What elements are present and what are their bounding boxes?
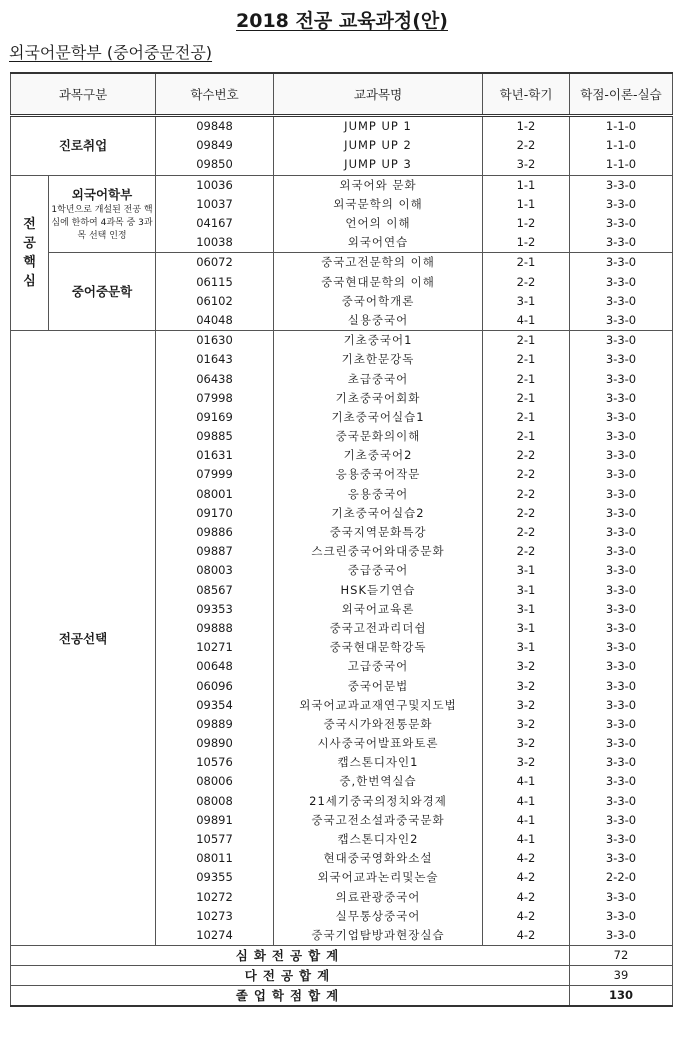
course-credit: 3-3-0 <box>570 811 673 830</box>
course-year: 3-2 <box>483 657 570 676</box>
course-name: 외국어교육론 <box>274 600 483 619</box>
course-name: 외국어연습 <box>274 233 483 253</box>
course-code: 10576 <box>156 753 274 772</box>
course-name: 외국어와 문화 <box>274 175 483 195</box>
course-year: 2-1 <box>483 369 570 388</box>
course-credit: 3-3-0 <box>570 292 673 311</box>
course-credit: 3-3-0 <box>570 772 673 791</box>
total-value: 39 <box>570 966 673 986</box>
course-code: 10037 <box>156 195 274 214</box>
header-credits: 학점-이론-실습 <box>570 73 673 116</box>
course-code: 00648 <box>156 657 274 676</box>
course-year: 2-2 <box>483 504 570 523</box>
course-year: 4-1 <box>483 830 570 849</box>
course-code: 06115 <box>156 273 274 292</box>
course-code: 08567 <box>156 581 274 600</box>
course-credit: 3-3-0 <box>570 619 673 638</box>
course-year: 1-1 <box>483 175 570 195</box>
course-credit: 3-3-0 <box>570 888 673 907</box>
course-year: 2-2 <box>483 136 570 155</box>
course-code: 09888 <box>156 619 274 638</box>
course-credit: 1-1-0 <box>570 155 673 175</box>
course-credit: 3-3-0 <box>570 485 673 504</box>
course-year: 4-2 <box>483 868 570 887</box>
page-subtitle: 외국어문학부 (중어중문전공) <box>9 43 213 62</box>
course-name: 기초중국어1 <box>274 331 483 351</box>
total-row <box>11 966 673 986</box>
course-code: 09169 <box>156 408 274 427</box>
course-code: 01630 <box>156 331 274 351</box>
course-credit: 3-3-0 <box>570 465 673 484</box>
category-chinese: 중어중문학 <box>49 253 156 331</box>
course-year: 2-1 <box>483 427 570 446</box>
table-row <box>11 116 673 137</box>
course-credit: 3-3-0 <box>570 561 673 580</box>
course-code: 09354 <box>156 696 274 715</box>
course-year: 3-2 <box>483 753 570 772</box>
course-credit: 3-3-0 <box>570 600 673 619</box>
course-credit: 3-3-0 <box>570 657 673 676</box>
course-year: 4-1 <box>483 811 570 830</box>
course-name: 중국현대문학강독 <box>274 638 483 657</box>
total-row <box>11 986 673 1007</box>
category-career: 진로취업 <box>11 116 156 176</box>
header-course-code: 학수번호 <box>156 73 274 116</box>
course-year: 2-2 <box>483 542 570 561</box>
course-name: 실용중국어 <box>274 311 483 331</box>
course-year: 2-1 <box>483 350 570 369</box>
course-year: 3-1 <box>483 292 570 311</box>
course-name: 중,한번역실습 <box>274 772 483 791</box>
course-credit: 3-3-0 <box>570 542 673 561</box>
total-label: 다전공합계 <box>11 966 570 986</box>
course-name: 기초중국어실습2 <box>274 504 483 523</box>
course-code: 10036 <box>156 175 274 195</box>
course-name: JUMP UP 2 <box>274 136 483 155</box>
curriculum-table <box>10 72 673 1007</box>
course-code: 09170 <box>156 504 274 523</box>
course-code: 07999 <box>156 465 274 484</box>
course-credit: 3-3-0 <box>570 849 673 868</box>
course-code: 10272 <box>156 888 274 907</box>
course-credit: 3-3-0 <box>570 331 673 351</box>
course-credit: 3-3-0 <box>570 253 673 273</box>
course-credit: 3-3-0 <box>570 753 673 772</box>
course-code: 10577 <box>156 830 274 849</box>
course-year: 3-2 <box>483 676 570 695</box>
course-credit: 3-3-0 <box>570 792 673 811</box>
course-code: 08011 <box>156 849 274 868</box>
course-name: 캡스톤디자인1 <box>274 753 483 772</box>
course-year: 2-2 <box>483 446 570 465</box>
course-year: 2-1 <box>483 408 570 427</box>
header-year-semester: 학년-학기 <box>483 73 570 116</box>
course-name: 중국지역문화특강 <box>274 523 483 542</box>
course-code: 01631 <box>156 446 274 465</box>
course-code: 09889 <box>156 715 274 734</box>
course-year: 3-2 <box>483 734 570 753</box>
course-year: 4-2 <box>483 926 570 946</box>
course-year: 3-1 <box>483 638 570 657</box>
course-code: 07998 <box>156 389 274 408</box>
course-name: 의료관광중국어 <box>274 888 483 907</box>
category-foreign-languages <box>49 175 156 253</box>
course-credit: 3-3-0 <box>570 715 673 734</box>
course-year: 2-2 <box>483 273 570 292</box>
course-code: 09848 <box>156 116 274 137</box>
course-name: 중국어학개론 <box>274 292 483 311</box>
course-code: 10038 <box>156 233 274 253</box>
course-year: 4-2 <box>483 907 570 926</box>
course-year: 3-1 <box>483 600 570 619</box>
category-core-vertical <box>11 175 49 331</box>
course-year: 3-1 <box>483 561 570 580</box>
course-code: 04048 <box>156 311 274 331</box>
table-row <box>11 175 673 195</box>
course-credit: 3-3-0 <box>570 311 673 331</box>
table-row <box>11 331 673 351</box>
total-label: 심화전공합계 <box>11 946 570 966</box>
course-code: 10274 <box>156 926 274 946</box>
page-title: 2018 전공 교육과정(안) <box>236 10 448 32</box>
course-credit: 3-3-0 <box>570 175 673 195</box>
course-year: 4-2 <box>483 888 570 907</box>
foreign-note: 1학년으로 개설된 전공 핵심에 한하여 4과목 중 3과목 선택 인정 <box>51 204 153 241</box>
foreign-label: 외국어학부 <box>71 186 133 202</box>
course-year: 4-2 <box>483 849 570 868</box>
course-year: 2-2 <box>483 485 570 504</box>
course-year: 1-2 <box>483 214 570 233</box>
course-name: 기초중국어회화 <box>274 389 483 408</box>
course-code: 01643 <box>156 350 274 369</box>
course-credit: 3-3-0 <box>570 214 673 233</box>
course-year: 2-2 <box>483 465 570 484</box>
course-year: 1-1 <box>483 195 570 214</box>
total-value: 130 <box>570 986 673 1007</box>
course-code: 06072 <box>156 253 274 273</box>
course-name: 중국시가와전통문화 <box>274 715 483 734</box>
course-name: 응용중국어작문 <box>274 465 483 484</box>
core-vertical-label: 전 공 핵 심 <box>23 216 36 289</box>
total-row <box>11 946 673 966</box>
course-code: 09885 <box>156 427 274 446</box>
course-name: 실무통상중국어 <box>274 907 483 926</box>
course-credit: 3-3-0 <box>570 523 673 542</box>
course-credit: 1-1-0 <box>570 116 673 137</box>
course-code: 10273 <box>156 907 274 926</box>
course-name: 초급중국어 <box>274 369 483 388</box>
course-name: 언어의 이해 <box>274 214 483 233</box>
course-code: 09887 <box>156 542 274 561</box>
course-name: 중국고전문학의 이해 <box>274 253 483 273</box>
course-name: 중국현대문학의 이해 <box>274 273 483 292</box>
course-year: 2-1 <box>483 389 570 408</box>
course-credit: 3-3-0 <box>570 696 673 715</box>
course-credit: 3-3-0 <box>570 369 673 388</box>
table-row <box>11 253 673 273</box>
course-name: HSK듣기연습 <box>274 581 483 600</box>
course-code: 09886 <box>156 523 274 542</box>
course-code: 08006 <box>156 772 274 791</box>
course-year: 3-2 <box>483 155 570 175</box>
course-name: 중국기업탐방과현장실습 <box>274 926 483 946</box>
total-label: 졸업학점합계 <box>11 986 570 1007</box>
course-credit: 3-3-0 <box>570 233 673 253</box>
course-code: 08001 <box>156 485 274 504</box>
course-credit: 3-3-0 <box>570 389 673 408</box>
course-name: 중급중국어 <box>274 561 483 580</box>
course-code: 06096 <box>156 676 274 695</box>
course-year: 3-2 <box>483 696 570 715</box>
course-name: 기초중국어실습1 <box>274 408 483 427</box>
course-name: 고급중국어 <box>274 657 483 676</box>
course-year: 3-1 <box>483 619 570 638</box>
course-credit: 3-3-0 <box>570 408 673 427</box>
course-year: 4-1 <box>483 792 570 811</box>
course-name: 현대중국영화와소설 <box>274 849 483 868</box>
course-credit: 3-3-0 <box>570 734 673 753</box>
course-year: 2-2 <box>483 523 570 542</box>
course-credit: 1-1-0 <box>570 136 673 155</box>
course-credit: 3-3-0 <box>570 830 673 849</box>
course-name: 외국문학의 이해 <box>274 195 483 214</box>
course-year: 2-1 <box>483 253 570 273</box>
course-year: 1-2 <box>483 233 570 253</box>
course-code: 08008 <box>156 792 274 811</box>
course-credit: 3-3-0 <box>570 446 673 465</box>
course-name: JUMP UP 3 <box>274 155 483 175</box>
course-credit: 3-3-0 <box>570 926 673 946</box>
course-credit: 3-3-0 <box>570 907 673 926</box>
course-code: 09849 <box>156 136 274 155</box>
total-value: 72 <box>570 946 673 966</box>
course-name: 외국어교과논리및논술 <box>274 868 483 887</box>
course-code: 09891 <box>156 811 274 830</box>
category-elective: 전공선택 <box>11 331 156 946</box>
course-credit: 2-2-0 <box>570 868 673 887</box>
course-code: 09890 <box>156 734 274 753</box>
course-code: 04167 <box>156 214 274 233</box>
course-code: 09353 <box>156 600 274 619</box>
course-credit: 3-3-0 <box>570 504 673 523</box>
course-year: 1-2 <box>483 116 570 137</box>
course-year: 3-2 <box>483 715 570 734</box>
course-credit: 3-3-0 <box>570 350 673 369</box>
course-name: 중국고전소설과중국문화 <box>274 811 483 830</box>
course-name: 응용중국어 <box>274 485 483 504</box>
course-code: 09850 <box>156 155 274 175</box>
course-credit: 3-3-0 <box>570 676 673 695</box>
course-credit: 3-3-0 <box>570 427 673 446</box>
course-code: 08003 <box>156 561 274 580</box>
course-name: 기초한문강독 <box>274 350 483 369</box>
course-year: 4-1 <box>483 772 570 791</box>
course-name: 중국고전과리더쉽 <box>274 619 483 638</box>
course-year: 3-1 <box>483 581 570 600</box>
course-credit: 3-3-0 <box>570 273 673 292</box>
header-category: 과목구분 <box>11 73 156 116</box>
course-name: 시사중국어발표와토론 <box>274 734 483 753</box>
course-name: JUMP UP 1 <box>274 116 483 137</box>
course-credit: 3-3-0 <box>570 581 673 600</box>
course-name: 기초중국어2 <box>274 446 483 465</box>
course-credit: 3-3-0 <box>570 638 673 657</box>
course-year: 4-1 <box>483 311 570 331</box>
table-header-row <box>11 73 673 116</box>
course-name: 스크린중국어와대중문화 <box>274 542 483 561</box>
course-code: 06438 <box>156 369 274 388</box>
course-credit: 3-3-0 <box>570 195 673 214</box>
course-code: 10271 <box>156 638 274 657</box>
course-code: 06102 <box>156 292 274 311</box>
course-year: 2-1 <box>483 331 570 351</box>
course-name: 21세기중국의정치와경제 <box>274 792 483 811</box>
course-code: 09355 <box>156 868 274 887</box>
course-name: 중국어문법 <box>274 676 483 695</box>
course-name: 캡스톤디자인2 <box>274 830 483 849</box>
course-name: 외국어교과교재연구및지도법 <box>274 696 483 715</box>
header-course-name: 교과목명 <box>274 73 483 116</box>
course-name: 중국문화의이해 <box>274 427 483 446</box>
